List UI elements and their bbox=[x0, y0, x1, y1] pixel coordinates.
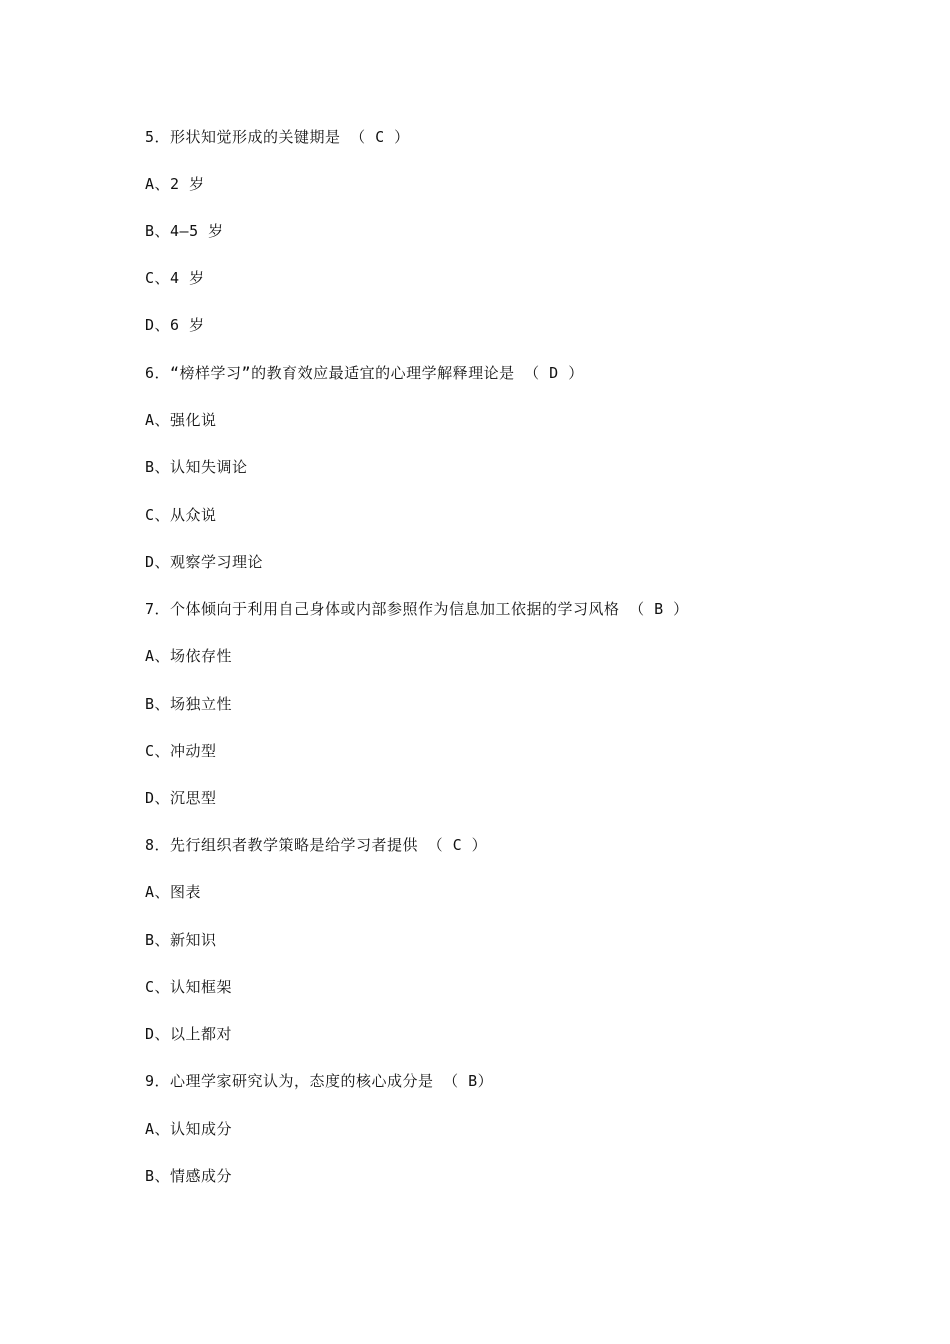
question-6-stem: 6．“榜样学习”的教育效应最适宜的心理学解释理论是 （ D ） bbox=[145, 364, 584, 382]
question-6-option-d: D、观察学习理论 bbox=[145, 553, 264, 571]
question-7-option-b: B、场独立性 bbox=[145, 695, 233, 713]
question-5-option-d: D、6 岁 bbox=[145, 316, 205, 334]
question-9-stem: 9．心理学家研究认为，态度的核心成分是 （ B） bbox=[145, 1072, 494, 1090]
question-6-option-c: C、从众说 bbox=[145, 506, 217, 524]
question-7-option-a: A、场依存性 bbox=[145, 647, 233, 665]
question-7-option-d: D、沉思型 bbox=[145, 789, 217, 807]
question-7-option-c: C、冲动型 bbox=[145, 742, 217, 760]
question-8-stem: 8．先行组织者教学策略是给学习者提供 （ C ） bbox=[145, 836, 488, 854]
question-9-option-a: A、认知成分 bbox=[145, 1120, 233, 1138]
question-8-option-a: A、图表 bbox=[145, 883, 202, 901]
question-5-option-b: B、4—5 岁 bbox=[145, 222, 224, 240]
question-8-option-d: D、以上都对 bbox=[145, 1025, 233, 1043]
question-5-option-a: A、2 岁 bbox=[145, 175, 205, 193]
question-9-option-b: B、情感成分 bbox=[145, 1167, 233, 1185]
question-5-option-c: C、4 岁 bbox=[145, 269, 205, 287]
question-8-option-b: B、新知识 bbox=[145, 931, 217, 949]
question-6-option-a: A、强化说 bbox=[145, 411, 217, 429]
question-6-option-b: B、认知失调论 bbox=[145, 458, 248, 476]
question-8-option-c: C、认知框架 bbox=[145, 978, 233, 996]
question-5-stem: 5．形状知觉形成的关键期是 （ C ） bbox=[145, 128, 410, 146]
question-7-stem: 7．个体倾向于利用自己身体或内部参照作为信息加工依据的学习风格 （ B ） bbox=[145, 600, 689, 618]
